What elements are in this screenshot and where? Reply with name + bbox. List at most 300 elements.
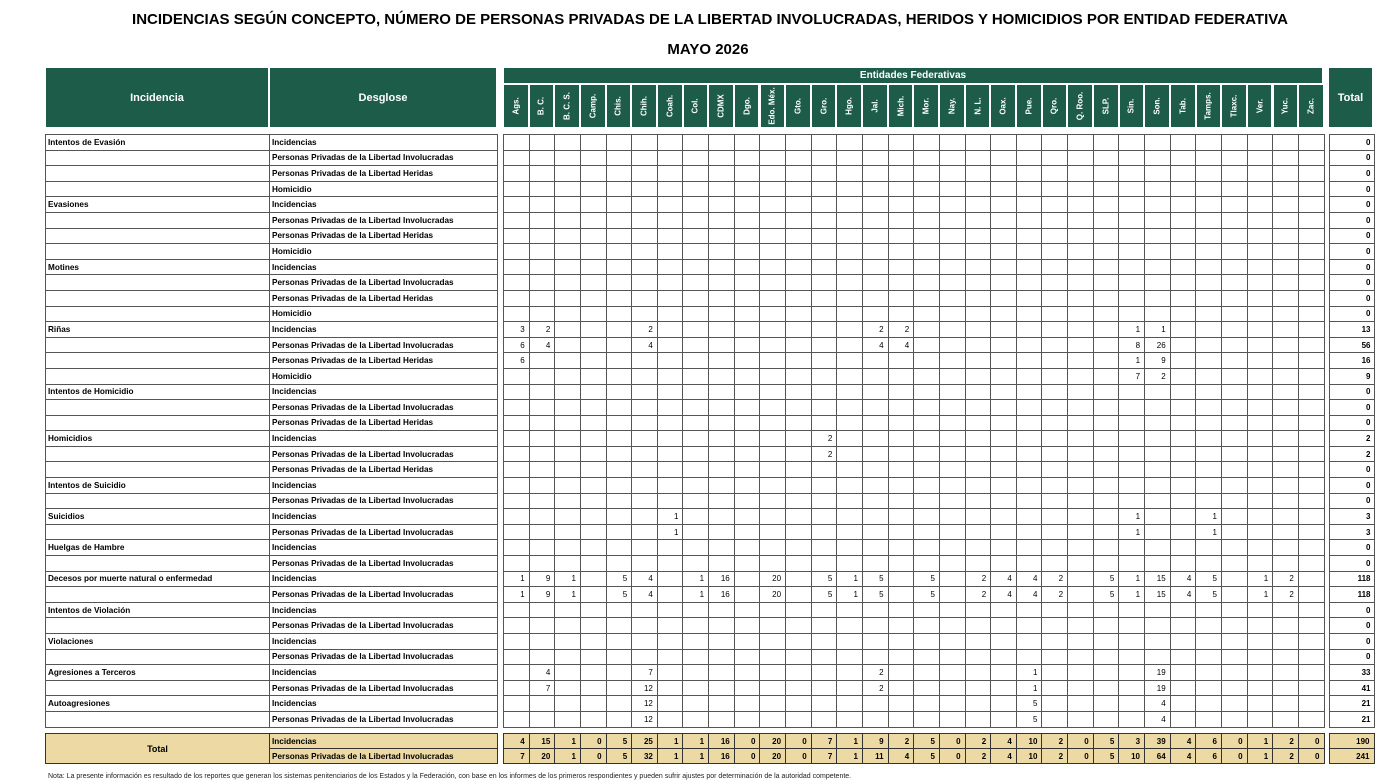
desglose-cell: Incidencias	[270, 478, 498, 494]
total-value-cell: 5	[606, 749, 632, 764]
value-cell	[606, 602, 632, 618]
value-cell	[683, 181, 709, 197]
value-cell	[1016, 618, 1042, 634]
value-cell	[504, 462, 530, 478]
value-cell	[1298, 228, 1324, 244]
value-cell	[657, 337, 683, 353]
value-cell	[709, 181, 735, 197]
value-cell	[888, 634, 914, 650]
value-cell	[1068, 602, 1094, 618]
value-cell	[709, 711, 735, 727]
value-cell	[991, 634, 1017, 650]
value-cell: 4	[632, 571, 658, 587]
value-cell	[1170, 228, 1196, 244]
incidencia-cell	[46, 446, 270, 462]
value-cell	[862, 197, 888, 213]
value-cell	[760, 135, 786, 151]
value-cell	[1068, 478, 1094, 494]
value-cell	[888, 166, 914, 182]
value-cell	[811, 665, 837, 681]
row-total-cell: 21	[1329, 696, 1374, 712]
incidencia-cell	[46, 462, 270, 478]
value-cell	[1196, 711, 1222, 727]
value-cell	[1119, 212, 1145, 228]
value-cell	[1068, 509, 1094, 525]
value-cell	[1170, 150, 1196, 166]
value-cell	[965, 478, 991, 494]
value-cell	[1119, 711, 1145, 727]
value-cell	[555, 368, 581, 384]
value-cell: 5	[1016, 711, 1042, 727]
value-cell	[1298, 478, 1324, 494]
row-total-cell: 56	[1329, 337, 1374, 353]
value-cell	[888, 571, 914, 587]
value-cell	[555, 711, 581, 727]
value-cell: 4	[632, 337, 658, 353]
value-cell	[991, 462, 1017, 478]
value-cell	[939, 275, 965, 291]
value-cell	[760, 166, 786, 182]
value-cell	[760, 665, 786, 681]
value-cell	[1119, 400, 1145, 416]
value-cell	[1196, 353, 1222, 369]
incidencia-cell: Huelgas de Hambre	[46, 540, 270, 556]
value-cell: 16	[709, 587, 735, 603]
value-cell	[1196, 634, 1222, 650]
total-value-cell: 5	[1093, 734, 1119, 749]
value-cell	[1221, 649, 1247, 665]
value-cell	[683, 462, 709, 478]
value-cell	[580, 337, 606, 353]
state-header-label: Q. Roo.	[1075, 91, 1085, 121]
table-row	[46, 212, 1375, 228]
value-cell	[1273, 696, 1299, 712]
value-cell	[786, 540, 812, 556]
value-cell	[939, 524, 965, 540]
value-cell	[657, 197, 683, 213]
value-cell	[709, 431, 735, 447]
value-cell	[529, 493, 555, 509]
row-total-cell: 0	[1329, 462, 1374, 478]
value-cell	[1196, 478, 1222, 494]
value-cell	[734, 431, 760, 447]
value-cell	[1119, 135, 1145, 151]
value-cell	[811, 524, 837, 540]
value-cell	[709, 275, 735, 291]
value-cell	[888, 711, 914, 727]
value-cell	[888, 353, 914, 369]
value-cell	[837, 602, 863, 618]
value-cell	[632, 400, 658, 416]
row-total-cell: 2	[1329, 431, 1374, 447]
value-cell: 4	[1016, 571, 1042, 587]
value-cell	[657, 556, 683, 572]
value-cell	[734, 680, 760, 696]
value-cell	[632, 275, 658, 291]
value-cell	[580, 509, 606, 525]
incidencia-cell	[46, 244, 270, 260]
value-cell	[657, 665, 683, 681]
value-cell	[862, 478, 888, 494]
value-cell	[529, 290, 555, 306]
total-value-cell: 1	[555, 734, 581, 749]
value-cell	[657, 696, 683, 712]
value-cell: 15	[1145, 587, 1171, 603]
value-cell	[760, 322, 786, 338]
value-cell	[1298, 384, 1324, 400]
table-row	[46, 368, 1375, 384]
value-cell	[837, 680, 863, 696]
value-cell	[504, 228, 530, 244]
value-cell	[786, 524, 812, 540]
value-cell	[914, 462, 940, 478]
value-cell	[1042, 353, 1068, 369]
value-cell	[1093, 509, 1119, 525]
value-cell	[1016, 322, 1042, 338]
value-cell	[1093, 150, 1119, 166]
value-cell	[1093, 275, 1119, 291]
value-cell	[1042, 431, 1068, 447]
value-cell	[1042, 290, 1068, 306]
value-cell	[529, 556, 555, 572]
value-cell	[683, 665, 709, 681]
value-cell	[709, 478, 735, 494]
value-cell	[580, 384, 606, 400]
value-cell	[606, 322, 632, 338]
value-cell	[1247, 400, 1273, 416]
value-cell	[606, 384, 632, 400]
value-cell	[1196, 150, 1222, 166]
value-cell	[1196, 197, 1222, 213]
value-cell	[1016, 400, 1042, 416]
value-cell	[1093, 306, 1119, 322]
desglose-cell: Incidencias	[270, 384, 498, 400]
value-cell	[862, 602, 888, 618]
value-cell	[1068, 181, 1094, 197]
value-cell	[965, 509, 991, 525]
value-cell	[888, 181, 914, 197]
value-cell	[657, 415, 683, 431]
value-cell	[709, 337, 735, 353]
value-cell: 12	[632, 696, 658, 712]
value-cell	[1145, 228, 1171, 244]
value-cell	[1042, 524, 1068, 540]
value-cell	[504, 649, 530, 665]
value-cell	[1170, 493, 1196, 509]
value-cell	[1145, 259, 1171, 275]
value-cell	[709, 540, 735, 556]
value-cell	[837, 493, 863, 509]
value-cell	[504, 431, 530, 447]
value-cell	[1016, 368, 1042, 384]
value-cell	[1068, 711, 1094, 727]
value-cell	[837, 150, 863, 166]
row-total-cell: 0	[1329, 228, 1374, 244]
value-cell	[734, 634, 760, 650]
value-cell	[888, 665, 914, 681]
value-cell	[888, 462, 914, 478]
value-cell	[1273, 353, 1299, 369]
value-cell	[837, 431, 863, 447]
value-cell	[1298, 696, 1324, 712]
value-cell	[632, 524, 658, 540]
value-cell	[760, 524, 786, 540]
value-cell	[555, 415, 581, 431]
value-cell	[760, 150, 786, 166]
value-cell	[786, 384, 812, 400]
value-cell	[786, 493, 812, 509]
total-value-cell: 1	[1247, 734, 1273, 749]
value-cell	[914, 446, 940, 462]
value-cell	[1145, 556, 1171, 572]
row-total-cell: 0	[1329, 400, 1374, 416]
value-cell	[1196, 493, 1222, 509]
total-value-cell: 39	[1145, 734, 1171, 749]
total-value-cell: 4	[1170, 734, 1196, 749]
value-cell	[1068, 446, 1094, 462]
value-cell	[606, 259, 632, 275]
value-cell	[1221, 353, 1247, 369]
value-cell	[1221, 337, 1247, 353]
value-cell	[1093, 649, 1119, 665]
value-cell: 5	[914, 587, 940, 603]
value-cell	[1119, 166, 1145, 182]
value-cell	[1068, 556, 1094, 572]
desglose-cell: Personas Privadas de la Libertad Involucradas	[270, 524, 498, 540]
value-cell	[760, 306, 786, 322]
value-cell	[683, 649, 709, 665]
row-total-cell: 33	[1329, 665, 1374, 681]
value-cell	[606, 166, 632, 182]
value-cell	[1247, 509, 1273, 525]
value-cell	[555, 228, 581, 244]
value-cell	[1298, 337, 1324, 353]
value-cell: 19	[1145, 665, 1171, 681]
value-cell	[657, 680, 683, 696]
value-cell	[760, 181, 786, 197]
state-header	[503, 84, 529, 128]
value-cell	[811, 244, 837, 260]
value-cell	[837, 197, 863, 213]
value-cell	[606, 680, 632, 696]
total-value-cell: 5	[914, 734, 940, 749]
incidencia-cell	[46, 368, 270, 384]
value-cell	[632, 290, 658, 306]
value-cell: 19	[1145, 680, 1171, 696]
value-cell	[837, 290, 863, 306]
value-cell	[837, 446, 863, 462]
value-cell	[1298, 680, 1324, 696]
value-cell: 1	[657, 524, 683, 540]
table-row	[46, 665, 1375, 681]
value-cell	[580, 556, 606, 572]
value-cell	[683, 478, 709, 494]
value-cell	[914, 244, 940, 260]
value-cell	[811, 493, 837, 509]
value-cell	[837, 711, 863, 727]
incidencia-cell: Intentos de Suicidio	[46, 478, 270, 494]
value-cell	[1068, 665, 1094, 681]
value-cell: 1	[555, 587, 581, 603]
total-value-cell: 1	[1247, 749, 1273, 764]
value-cell: 4	[529, 337, 555, 353]
value-cell	[837, 244, 863, 260]
value-cell	[862, 634, 888, 650]
value-cell: 26	[1145, 337, 1171, 353]
value-cell	[709, 462, 735, 478]
total-value-cell: 1	[683, 734, 709, 749]
value-cell	[1093, 290, 1119, 306]
value-cell	[939, 306, 965, 322]
total-value-cell: 0	[939, 734, 965, 749]
value-cell: 1	[1247, 587, 1273, 603]
value-cell	[837, 212, 863, 228]
state-header	[1170, 84, 1196, 128]
value-cell	[888, 540, 914, 556]
value-cell	[1093, 634, 1119, 650]
incidencia-cell: Evasiones	[46, 197, 270, 213]
value-cell	[811, 478, 837, 494]
value-cell	[683, 322, 709, 338]
state-header	[1016, 84, 1042, 128]
incidencia-cell	[46, 181, 270, 197]
value-cell	[1170, 634, 1196, 650]
value-cell	[965, 649, 991, 665]
row-total-cell: 0	[1329, 540, 1374, 556]
value-cell	[1042, 337, 1068, 353]
value-cell	[606, 135, 632, 151]
value-cell	[1170, 181, 1196, 197]
value-cell	[555, 259, 581, 275]
table-row	[46, 197, 1375, 213]
value-cell	[991, 368, 1017, 384]
value-cell	[786, 696, 812, 712]
value-cell	[811, 275, 837, 291]
value-cell	[1273, 384, 1299, 400]
value-cell	[914, 322, 940, 338]
value-cell	[888, 431, 914, 447]
value-cell	[529, 711, 555, 727]
value-cell	[760, 462, 786, 478]
value-cell	[1273, 306, 1299, 322]
value-cell	[1247, 150, 1273, 166]
value-cell	[1247, 166, 1273, 182]
value-cell	[1196, 618, 1222, 634]
value-cell: 4	[1170, 587, 1196, 603]
value-cell	[709, 197, 735, 213]
table-row	[46, 306, 1375, 322]
value-cell	[1196, 649, 1222, 665]
value-cell	[1273, 275, 1299, 291]
value-cell	[606, 509, 632, 525]
value-cell	[683, 431, 709, 447]
value-cell	[709, 290, 735, 306]
value-cell	[1170, 665, 1196, 681]
value-cell	[1221, 462, 1247, 478]
value-cell	[760, 680, 786, 696]
value-cell	[1196, 415, 1222, 431]
value-cell	[811, 197, 837, 213]
value-cell	[657, 478, 683, 494]
value-cell	[1119, 478, 1145, 494]
total-value-cell: 16	[709, 734, 735, 749]
value-cell	[760, 556, 786, 572]
value-cell	[632, 197, 658, 213]
value-cell	[1247, 649, 1273, 665]
total-value-cell: 0	[786, 749, 812, 764]
value-cell	[1119, 634, 1145, 650]
value-cell: 15	[1145, 571, 1171, 587]
state-header	[606, 84, 632, 128]
value-cell	[734, 166, 760, 182]
value-cell	[1119, 181, 1145, 197]
table-row	[46, 244, 1375, 260]
value-cell	[862, 540, 888, 556]
value-cell	[529, 634, 555, 650]
value-cell	[1170, 353, 1196, 369]
value-cell	[1042, 181, 1068, 197]
value-cell	[709, 353, 735, 369]
value-cell	[529, 197, 555, 213]
value-cell	[555, 665, 581, 681]
value-cell	[1221, 587, 1247, 603]
value-cell	[1016, 384, 1042, 400]
value-cell	[965, 337, 991, 353]
value-cell	[734, 493, 760, 509]
value-cell: 5	[811, 571, 837, 587]
value-cell	[734, 150, 760, 166]
value-cell	[1247, 556, 1273, 572]
row-total-cell: 0	[1329, 150, 1374, 166]
value-cell	[580, 322, 606, 338]
value-cell	[862, 493, 888, 509]
value-cell	[1247, 228, 1273, 244]
value-cell	[1016, 135, 1042, 151]
value-cell	[1247, 244, 1273, 260]
value-cell: 12	[632, 680, 658, 696]
value-cell	[811, 166, 837, 182]
value-cell	[965, 524, 991, 540]
value-cell	[1042, 400, 1068, 416]
value-cell	[888, 680, 914, 696]
value-cell	[1273, 415, 1299, 431]
total-value-cell: 0	[580, 734, 606, 749]
value-cell: 8	[1119, 337, 1145, 353]
desglose-cell: Homicidio	[270, 306, 498, 322]
value-cell	[786, 259, 812, 275]
state-header	[657, 84, 683, 128]
value-cell	[1119, 680, 1145, 696]
value-cell	[914, 618, 940, 634]
desglose-cell: Personas Privadas de la Libertad Involucradas	[270, 556, 498, 572]
total-value-cell: 2	[1273, 734, 1299, 749]
value-cell: 4	[529, 665, 555, 681]
value-cell	[786, 353, 812, 369]
value-cell	[1170, 602, 1196, 618]
value-cell	[1196, 337, 1222, 353]
value-cell	[1119, 415, 1145, 431]
value-cell	[734, 384, 760, 400]
value-cell	[914, 259, 940, 275]
value-cell: 1	[1196, 509, 1222, 525]
value-cell	[1145, 634, 1171, 650]
value-cell	[1016, 462, 1042, 478]
value-cell	[1068, 353, 1094, 369]
value-cell	[939, 446, 965, 462]
total-value-cell: 0	[1298, 734, 1324, 749]
value-cell	[1298, 571, 1324, 587]
row-total-cell: 0	[1329, 556, 1374, 572]
